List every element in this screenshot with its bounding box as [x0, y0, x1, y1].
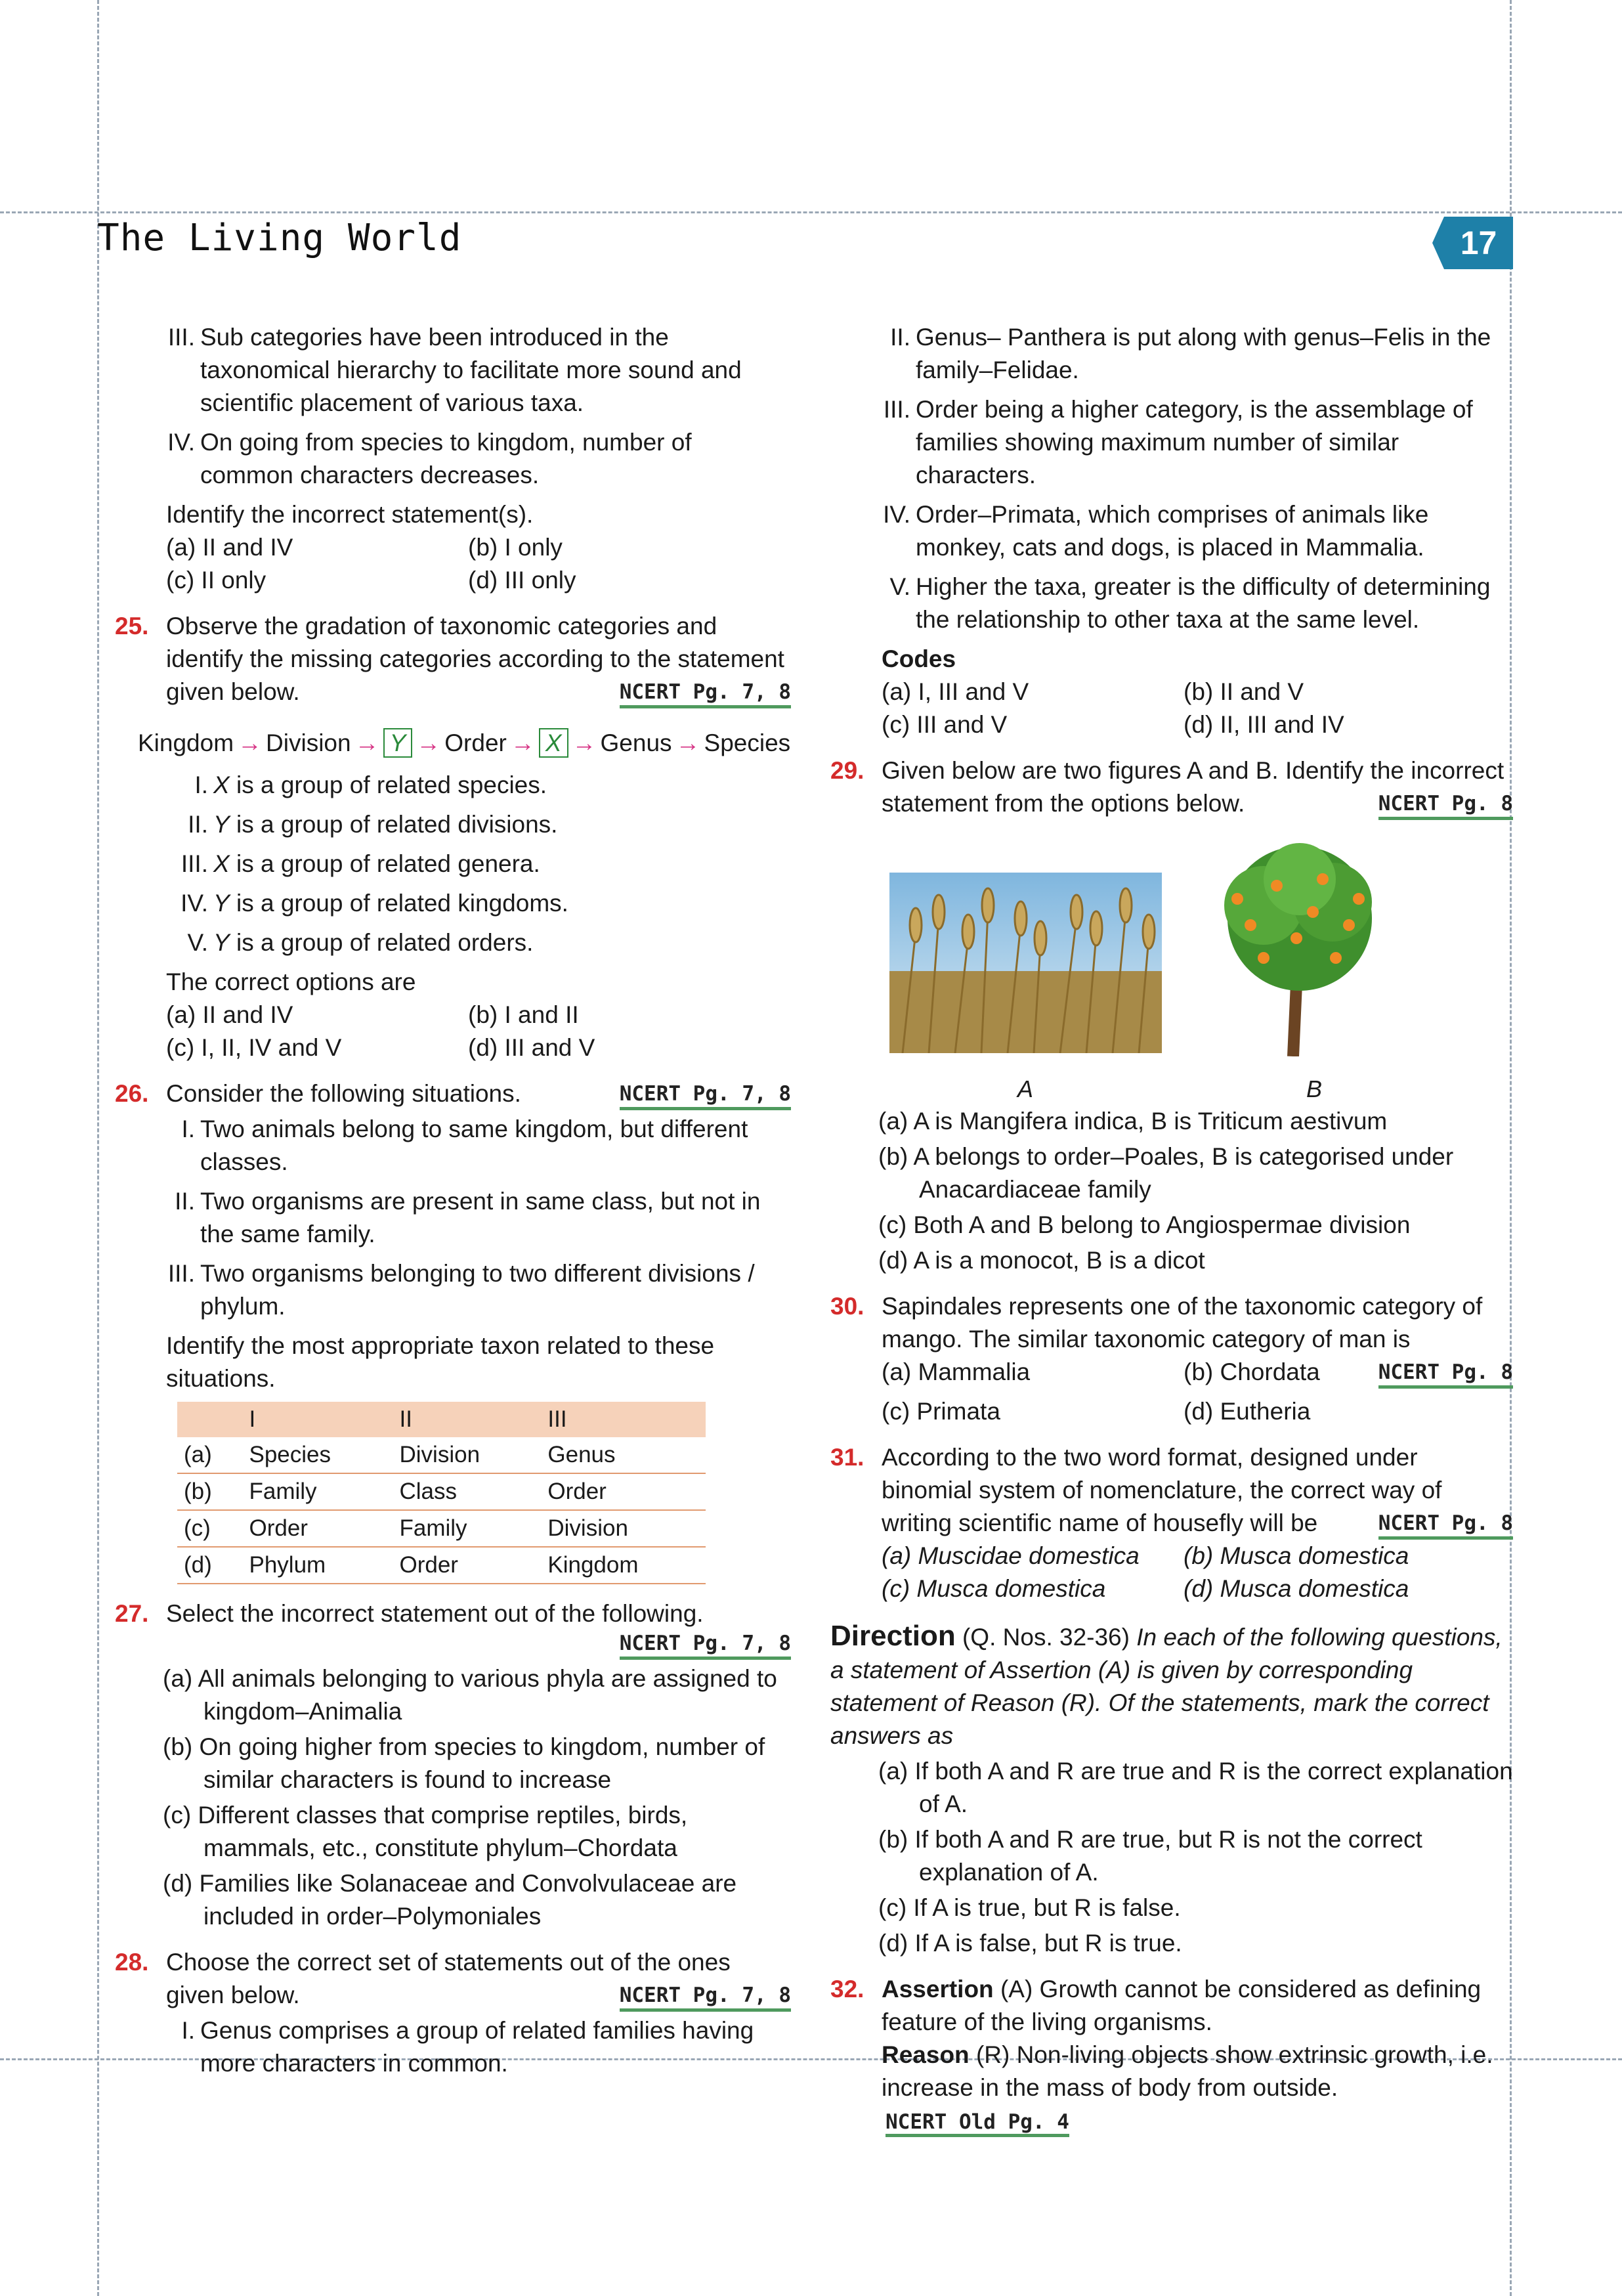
option[interactable]: (a) A is Mangifera indica, B is Triticum aestivum: [878, 1108, 1388, 1135]
ncert-reference: NCERT Pg. 7, 8: [620, 1630, 791, 1660]
option[interactable]: (c) Different classes that comprise reptiles, birds, mammals, etc., constitute phylum–Chordata: [163, 1802, 688, 1861]
option[interactable]: (b) A belongs to order–Poales, B is categorised under Anacardiaceae family: [878, 1143, 1454, 1203]
statement: I. Genus comprises a group of related families having more characters in common.: [181, 2017, 754, 2077]
ncert-reference: NCERT Pg. 8: [1378, 791, 1513, 820]
statement: III. Two organisms belonging to two different divisions / phylum.: [167, 1260, 755, 1320]
option[interactable]: (b) Musca domestica: [1184, 1542, 1409, 1569]
direction-block: Direction (Q. Nos. 32-36) In each of the following questions, a statement of Assertion (A) is given by corresponding statement of Reason (R). Of the statements, mark the correct answers as: [830, 1620, 1503, 1749]
ncert-reference: NCERT Pg. 7, 8: [620, 679, 791, 708]
options-grid: [115, 999, 791, 1064]
option[interactable]: (c) Musca domestica: [882, 1575, 1106, 1602]
taxonomy-chain: Kingdom → Division → Y → Order → X → Genus → Species: [138, 729, 791, 756]
statement: IV. Order–Primata, which comprises of animals like monkey, cats and dogs, is placed in Mammalia.: [883, 501, 1429, 561]
option[interactable]: (b) II and V: [1184, 678, 1304, 705]
question-28: 28. Choose the correct set of statements out of the ones given below. NCERT Pg. 7, 8: [115, 1946, 791, 2012]
option[interactable]: (d) Musca domestica: [1184, 1575, 1409, 1602]
trim-line-top: [0, 211, 1622, 213]
question-stem: Identify the incorrect statement(s).: [166, 501, 534, 528]
option[interactable]: (a) Mammalia: [882, 1358, 1031, 1385]
option[interactable]: (b) On going higher from species to kingdom, number of similar characters is found to increase: [163, 1733, 765, 1793]
codes-label: Codes: [882, 645, 956, 672]
option[interactable]: (c) I, II, IV and V: [166, 1034, 342, 1061]
statement: I. Two animals belong to same kingdom, but different classes.: [181, 1116, 748, 1175]
option: (c) If A is true, but R is false.: [878, 1894, 1181, 1921]
arrow-icon: →: [354, 729, 379, 756]
page-number-badge: 17: [1444, 217, 1513, 269]
option[interactable]: (a) I, III and V: [882, 678, 1029, 705]
table-row[interactable]: (b) Family Class Order: [177, 1473, 706, 1510]
statement: II. Genus– Panthera is put along with genus–Felis in the family–Felidae.: [890, 324, 1491, 383]
ncert-reference: NCERT Pg. 7, 8: [620, 1982, 791, 2012]
statement: III. X is a group of related genera.: [181, 850, 540, 877]
option: (d) If A is false, but R is true.: [878, 1930, 1182, 1957]
option[interactable]: (c) III and V: [882, 711, 1008, 738]
options-grid: [115, 531, 791, 597]
wheat-field-image: [889, 873, 1162, 1053]
arrow-icon: →: [572, 729, 597, 756]
table-row[interactable]: (c) Order Family Division: [177, 1510, 706, 1547]
option[interactable]: (d) III and V: [468, 1034, 595, 1061]
option[interactable]: (b) I only: [468, 534, 563, 561]
option[interactable]: (a) II and IV: [166, 534, 293, 561]
page-title: The Living World: [97, 217, 462, 259]
figure-label-b: B: [1306, 1075, 1323, 1102]
statement: II. Y is a group of related divisions.: [188, 811, 558, 838]
statement: I. X is a group of related species.: [194, 771, 547, 798]
option[interactable]: (b) Chordata: [1184, 1358, 1320, 1385]
arrow-icon: →: [416, 729, 441, 756]
option[interactable]: (c) Both A and B belong to Angiospermae division: [878, 1211, 1411, 1238]
figures-row: [830, 846, 1513, 1102]
table-row[interactable]: (d) Phylum Order Kingdom: [177, 1547, 706, 1584]
arrow-icon: →: [510, 729, 535, 756]
option[interactable]: (d) Families like Solanaceae and Convolvulaceae are included in order–Polymoniales: [163, 1870, 737, 1930]
option[interactable]: (d) III only: [468, 567, 576, 594]
options-grid: [830, 1540, 1513, 1605]
option[interactable]: (c) Primata: [882, 1398, 1000, 1425]
statement: IV. Y is a group of related kingdoms.: [181, 890, 568, 917]
trim-line-left: [97, 0, 99, 2296]
question-31: 31. According to the two word format, designed under binomial system of nomenclature, the correct way of writing scientific name of housefly will be NCERT Pg. 8: [830, 1441, 1513, 1540]
statement: V. Y is a group of related orders.: [187, 929, 534, 956]
ncert-reference: NCERT Old Pg. 4: [886, 2110, 1069, 2137]
arrow-icon: →: [675, 729, 700, 756]
option[interactable]: (d) A is a monocot, B is a dicot: [878, 1247, 1205, 1274]
options-grid: [830, 676, 1513, 741]
question-26: 26. Consider the following situations. NCERT Pg. 7, 8: [115, 1077, 791, 1110]
option[interactable]: (d) II, III and IV: [1184, 711, 1344, 738]
question-32: 32. Assertion (A) Growth cannot be considered as defining feature of the living organisms.: [830, 1976, 1482, 2035]
question-29: 29. Given below are two figures A and B. Identify the incorrect statement from the options below. NCERT Pg. 8: [830, 754, 1513, 820]
option: (b) If both A and R are true, but R is not the correct explanation of A.: [878, 1826, 1422, 1886]
option[interactable]: (d) Eutheria: [1184, 1398, 1311, 1425]
options-grid: [830, 1356, 1513, 1428]
question-27: 27. Select the incorrect statement out of the following. NCERT Pg. 7, 8: [115, 1597, 791, 1660]
option[interactable]: (a) II and IV: [166, 1001, 293, 1028]
ncert-reference: NCERT Pg. 7, 8: [620, 1081, 791, 1110]
statement: IV. On going from species to kingdom, number of common characters decreases.: [167, 429, 692, 488]
statement: III. Order being a higher category, is the assemblage of families showing maximum number of similar characters.: [883, 396, 1473, 488]
option: (a) If both A and R are true and R is the correct explanation of A.: [878, 1758, 1513, 1817]
ncert-reference: NCERT Pg. 8: [1378, 1359, 1513, 1389]
question-25: 25. Observe the gradation of taxonomic categories and identify the missing categories according to the statement given below. NCERT Pg. 7, 8: [115, 610, 791, 708]
option[interactable]: (b) I and II: [468, 1001, 579, 1028]
ncert-reference: NCERT Pg. 8: [1378, 1510, 1513, 1540]
option[interactable]: (a) All animals belonging to various phyla are assigned to kingdom–Animalia: [163, 1665, 777, 1725]
options-table: I II III (a) Species Division Genus (b) Family Class Order (c) Order Family Division (d) Phylum Order Kingdom: [177, 1402, 706, 1584]
reason-line: Reason (R) Non-living objects show extrinsic growth, i.e. increase in the mass of body from outside. NCERT Old Pg. 4: [830, 2039, 1513, 2137]
left-column: [115, 318, 791, 2087]
option[interactable]: (c) II only: [166, 567, 267, 594]
question-30: 30. Sapindales represents one of the taxonomic category of mango. The similar taxonomic category of man is: [830, 1293, 1483, 1353]
mango-tree-image: [1191, 840, 1408, 1056]
statement: II. Two organisms are present in same class, but not in the same family.: [175, 1188, 761, 1247]
arrow-icon: →: [238, 729, 263, 756]
right-column: [830, 318, 1513, 2137]
table-row[interactable]: (a) Species Division Genus: [177, 1437, 706, 1473]
statement: V. Higher the taxa, greater is the difficulty of determining the relationship to other taxa at the same level.: [889, 573, 1491, 633]
option[interactable]: (a) Muscidae domestica: [882, 1542, 1140, 1569]
question-stem: Identify the most appropriate taxon related to these situations.: [166, 1332, 715, 1392]
figure-label-a: A: [1017, 1075, 1034, 1102]
statement: III. Sub categories have been introduced in the taxonomical hierarchy to facilitate more sound and scientific placement of various taxa.: [167, 324, 742, 416]
question-stem: The correct options are: [166, 968, 416, 995]
